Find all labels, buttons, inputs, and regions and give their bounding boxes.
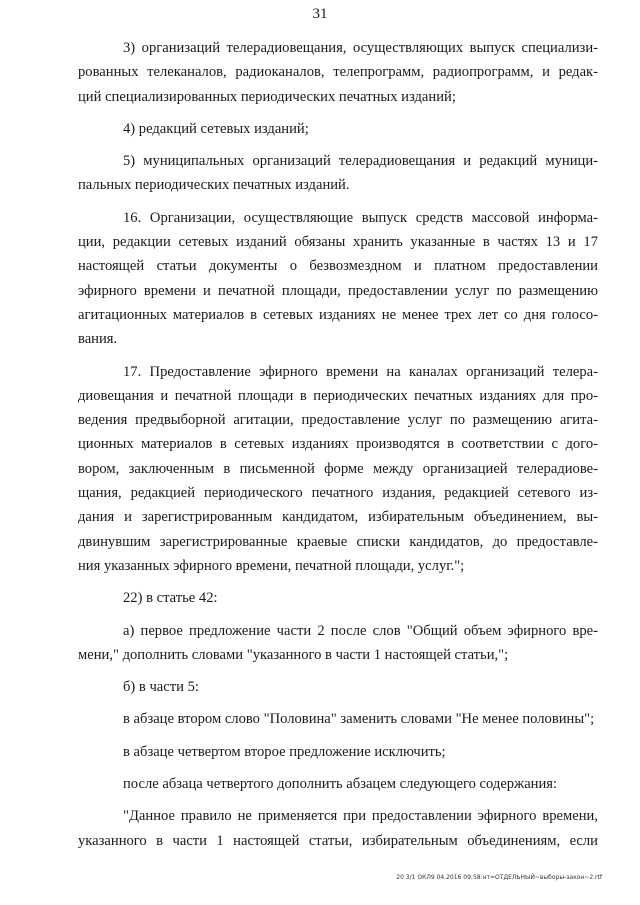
text-line: "Данное правило не применяется при предоставлении эфирного времени, xyxy=(123,808,598,825)
text-line: ций специализированных периодических печатных изданий; xyxy=(78,88,456,105)
text-line: двинувшим зарегистрированные краевые списки кандидатов, до предоставле- xyxy=(78,533,598,550)
paragraph xyxy=(78,206,598,352)
text-line: 4) редакций сетевых изданий; xyxy=(123,120,309,137)
text-line: 3) организаций телерадиовещания, осуществляющих выпуск специализи- xyxy=(123,40,598,56)
footer-file-stamp: 20 3/1 ОКЛ9 04.2016 09:58:нт=ОТДЕЛЬНЫЙ~выборы-закон~2.rtf xyxy=(396,874,602,881)
text-line: диовещания и печатной площади в периодических печатных изданиях для про- xyxy=(78,387,598,404)
text-line: в абзаце четвертом второе предложение исключить; xyxy=(123,743,446,760)
paragraph xyxy=(78,586,598,610)
text-line: пальных периодических печатных изданий. xyxy=(78,177,350,194)
paragraph xyxy=(78,117,598,141)
paragraph xyxy=(78,707,598,731)
text-line: 17. Предоставление эфирного времени на каналах организаций телера- xyxy=(123,363,598,380)
text-line: 16. Организации, осуществляющие выпуск средств массовой информа- xyxy=(123,209,598,226)
paragraph xyxy=(78,772,598,796)
text-line: а) первое предложение части 2 после слов "Общий объем эфирного вре- xyxy=(123,622,598,639)
text-line: ционных материалов в сетевых изданиях производятся в соответствии с дого- xyxy=(78,436,598,453)
text-line: агитационных материалов в сетевых изданиях не менее трех лет со дня голосо- xyxy=(78,306,598,323)
paragraph xyxy=(78,360,598,579)
paragraph xyxy=(78,36,598,109)
text-line: после абзаца четвертого дополнить абзацем следующего содержания: xyxy=(123,776,558,793)
text-line: вания. xyxy=(78,331,118,348)
document-body xyxy=(78,36,598,853)
text-line: дания и зарегистрированным кандидатом, избирательным объединением, вы- xyxy=(78,509,598,526)
text-line: 22) в статье 42: xyxy=(123,590,218,607)
text-line: ции, редакции сетевых изданий обязаны хранить указанные в частях 13 и 17 xyxy=(78,234,598,251)
paragraph xyxy=(78,619,598,668)
text-line: указанного в части 1 настоящей статьи, избирательным объединениям, если xyxy=(78,832,598,849)
text-line: рованных телеканалов, радиоканалов, телепрограмм, радиопрограмм, и редак- xyxy=(78,64,598,81)
text-line: ния указанных эфирного времени, печатной площади, услуг."; xyxy=(78,557,465,574)
text-line: настоящей статьи документы о безвозмездном и платном предоставлении xyxy=(78,258,598,275)
text-line: б) в части 5: xyxy=(123,679,199,696)
text-line: в абзаце втором слово "Половина" заменить словами "Не менее половины"; xyxy=(123,711,595,728)
text-line: 5) муниципальных организаций телерадиовещания и редакций муници- xyxy=(123,153,598,170)
paragraph xyxy=(78,740,598,764)
text-line: вором, заключенным в письменной форме между организацией телерадиове- xyxy=(78,460,598,477)
text-line: ведения предвыборной агитации, предоставление услуг по размещению агита- xyxy=(78,412,598,429)
paragraph xyxy=(78,804,598,853)
text-line: эфирного времени и печатной площади, предоставлении услуг по размещению xyxy=(78,282,598,299)
page-number: 31 xyxy=(312,6,328,22)
paragraph xyxy=(78,675,598,699)
text-line: мени," дополнить словами "указанного в части 1 настоящей статьи,"; xyxy=(78,646,509,663)
paragraph xyxy=(78,149,598,198)
text-line: щания, редакцией периодического печатного издания, редакцией сетевого из- xyxy=(78,485,598,502)
